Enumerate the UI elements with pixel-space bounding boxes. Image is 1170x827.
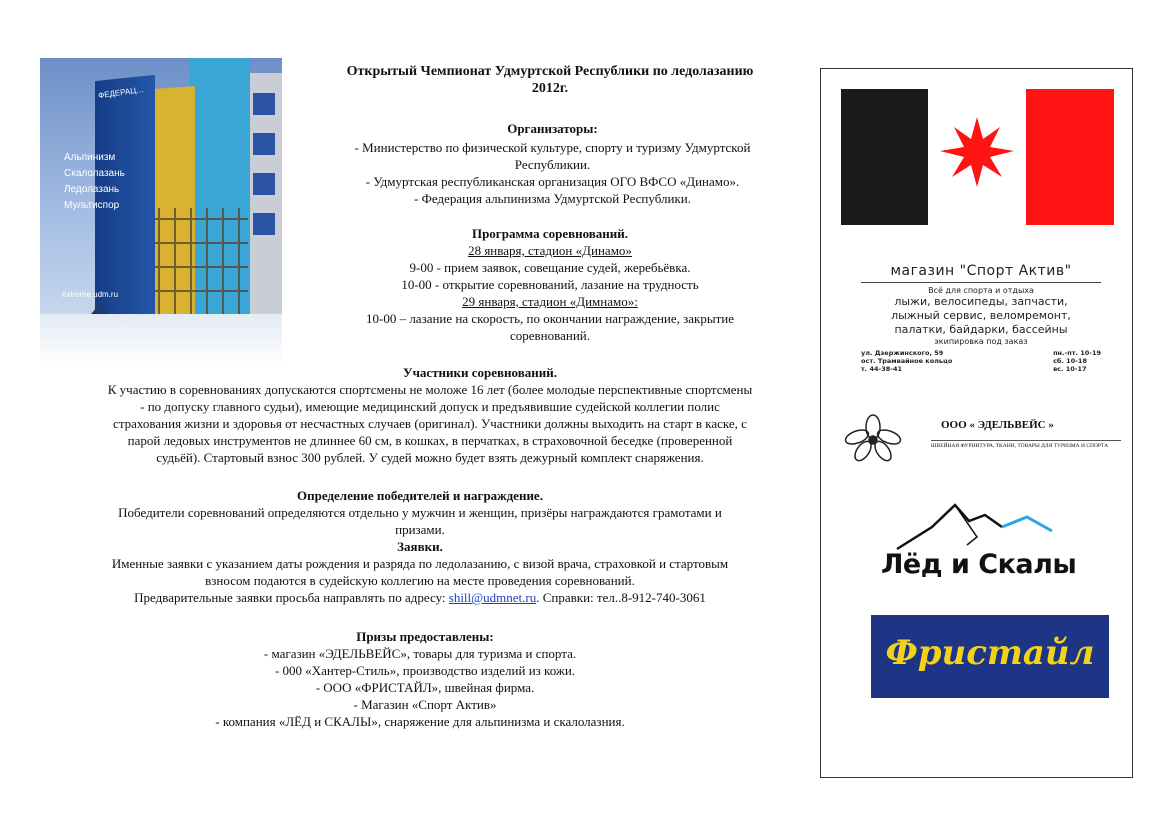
organizers-section: Организаторы: - Министерство по физической культуре, спорту и туризму Удмуртской Республикии. - Удмуртская республиканская организация ОГО ВФСО «Динамо». - Федерация альпинизма Удмуртской Республики. bbox=[354, 121, 751, 206]
banner-text: Альпинизм Скалолазань Ледолазань Мультиспор bbox=[64, 152, 125, 211]
participants-section: Участники соревнований. К участию в соревнованиях допускаются спортсмены не моложе 16 лет (более молодые перспективные спортсмены - по допуску главного судьи), имеющие медицинский допуск и предъявившие судейской коллегии полис страхования жизни и здоровья от несчастных случаев (оригинал). Участники должны выходить на старт в каске, с парой ледовых инструментов не длиннее 60 см, в кошках, в перчатках, в страховочной беседке (проверенной судьёй). Стартовый взнос 300 рублей. У судей можно будет взять дежурный комплект снаряжения. bbox=[107, 365, 753, 465]
solar-sign-icon bbox=[928, 89, 1026, 225]
freestyle-logo: Фристайл bbox=[871, 615, 1109, 698]
sport-aktiv-ad: магазин "Спорт Актив" Всё для спорта и отдыха лыжи, велосипеды, запчасти, лыжный сервис, веломремонт, палатки, байдарки, бассейны экипировка под заказ ул. Дзержинского, 59 ост. Трамвайное кольцо т. 44-38-41 пн.-пт. 10-19 сб. 10-18 вс. 10-17 bbox=[861, 263, 1101, 373]
page-title: Открытый Чемпионат Удмуртской Республики по ледолазанию 2012г. bbox=[346, 64, 754, 96]
sponsors-panel bbox=[820, 68, 1133, 778]
led-i-skaly-logo: Лёд и Скалы bbox=[877, 497, 1077, 587]
winners-section: Определение победителей и награждение. Победители соревнований определяются отдельно у мужчин и женщин, призёры награждаются грамотами и призами. Заявки. Именные заявки с указанием даты рождения и разряда по ледолазанию, с визой врача, страховкой и стартовым взносом подаются в судейскую коллегию на месте проведения соревнований. Предварительные заявки просьба направлять по адресу: shill@udmnet.ru. Справки: тел..8-912-740-3061 bbox=[10, 487, 830, 606]
email-link[interactable]: shill@udmnet.ru bbox=[448, 590, 537, 605]
mountain-icon bbox=[877, 497, 1077, 557]
edelweiss-flower-icon bbox=[843, 413, 903, 465]
applications-contact: Предварительные заявки просьба направлять по адресу: shill@udmnet.ru. Справки: тел..8-912-740-3061 bbox=[134, 590, 706, 605]
prizes-section: Призы предоставлены: - магазин «ЭДЕЛЬВЕЙС», товары для туризма и спорта. - 000 «Хантер-Стиль», производство изделий из кожи. - ООО «ФРИСТАЙЛ», швейная фирма. - Магазин «Спорт Актив» - компания «ЛЁД и СКАЛЫ», снаряжение для альпинизма и скалолазния. bbox=[215, 629, 625, 729]
program-section: Программа соревнований. 28 января, стадион «Динамо» 9-00 - прием заявок, совещание судей, жеребьёвка. 10-00 - открытие соревнований, лазание на трудность 29 января, стадион «Димнамо»: 10-00 – лазание на скорость, по окончании награждение, закрытие соревнований. bbox=[365, 226, 735, 343]
banner-brand: ФЕДЕРАЦ… bbox=[97, 84, 145, 101]
udmurtia-flag bbox=[841, 89, 1114, 225]
building bbox=[245, 73, 282, 313]
edelweiss-ad: ООО « ЭДЕЛЬВЕЙС » ШВЕЙНАЯ ФУРНИТУРА, ТКАНИ, ТОВАРЫ ДЛЯ ТУРИЗМА И СПОРТА bbox=[843, 409, 1123, 469]
event-photo bbox=[40, 58, 282, 366]
banner-site: extreme.udm.ru bbox=[62, 290, 119, 299]
snow bbox=[40, 314, 282, 366]
